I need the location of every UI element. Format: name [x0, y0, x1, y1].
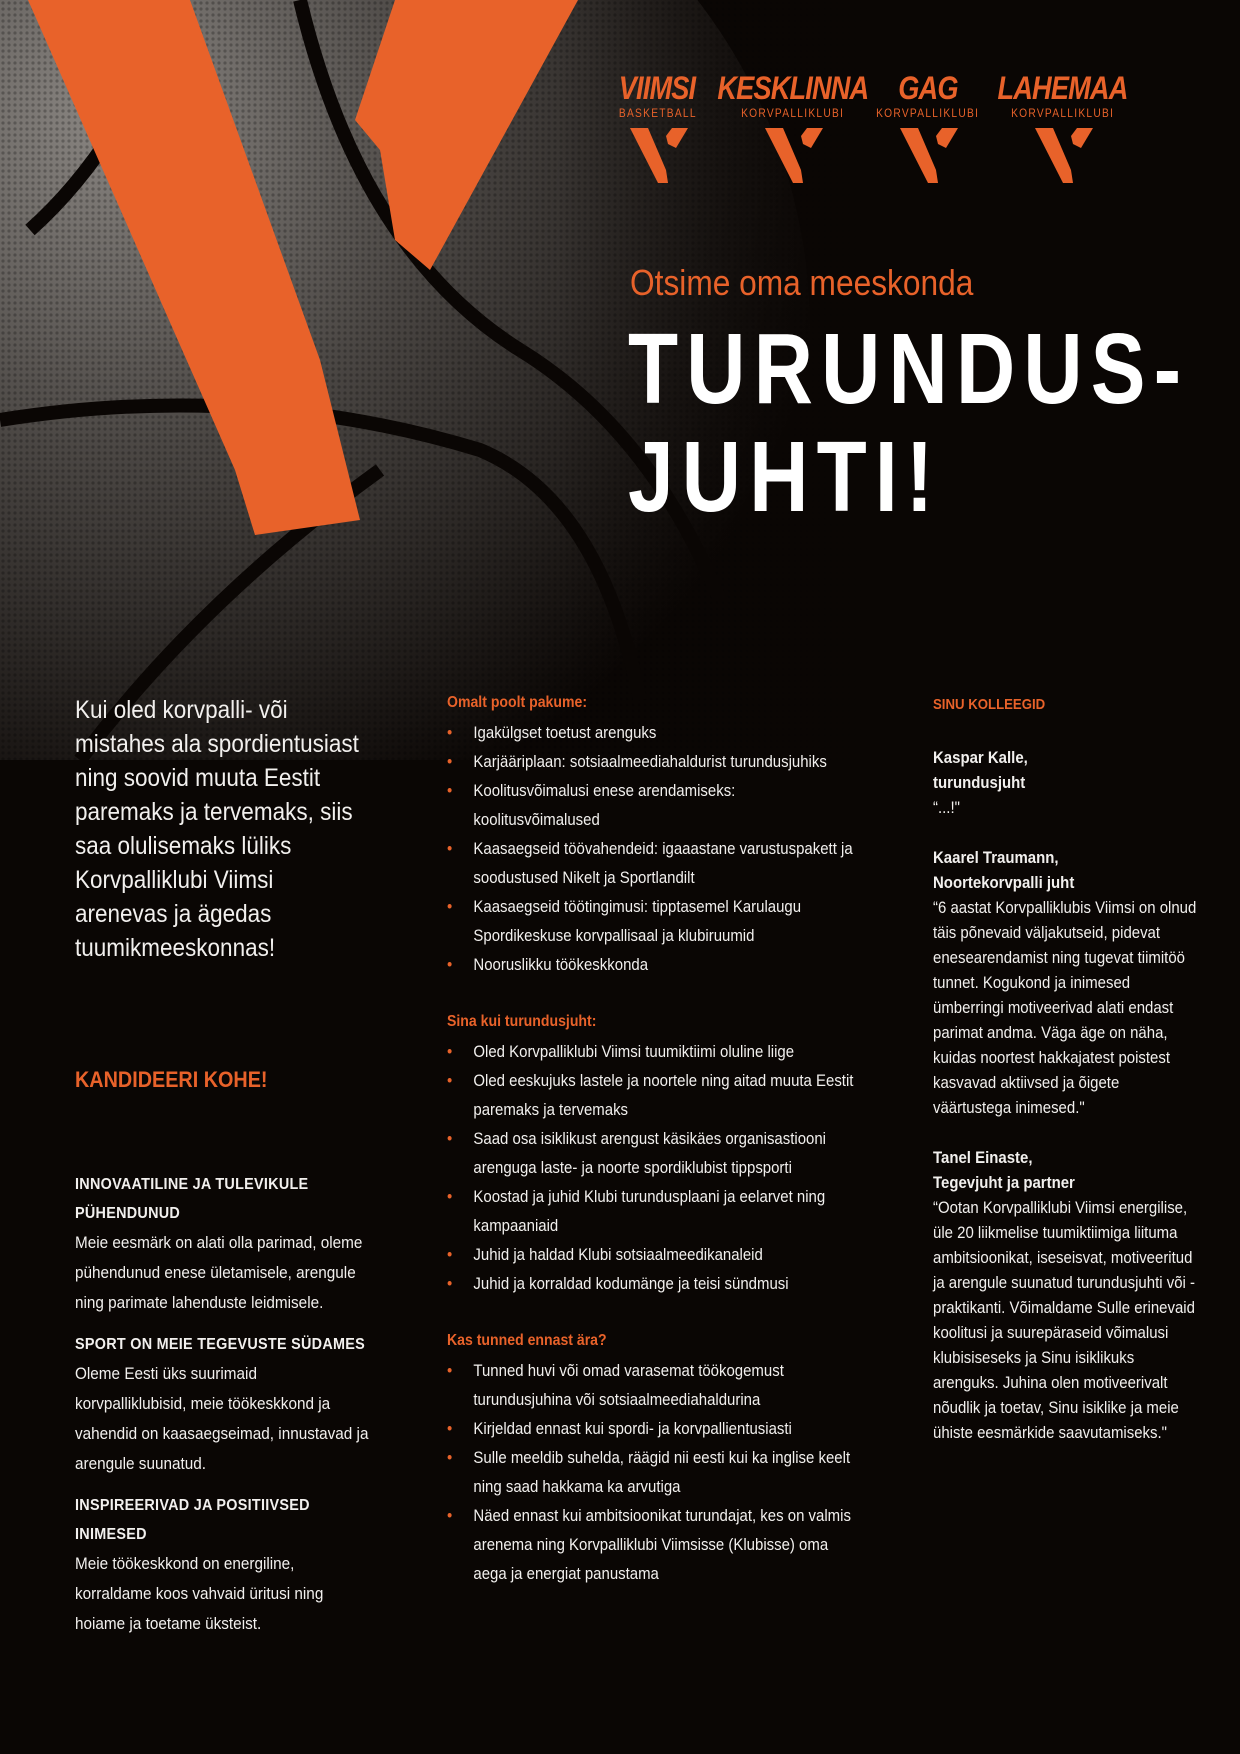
v-icon	[898, 128, 958, 183]
values-list: INNOVAATILINE JA TULEVIKULE PÜHENDUNUD Meie eesmärk on alati olla parimad, oleme pühendunud enese ületamisele, arengule ning parimate lahenduste leidmisele. SPORT ON MEIE TEGEVUSTE SÜDAMES Oleme Eesti üks suurimaid korvpalliklubisid, meie töökeskkond ja vahendid on kaasaegseimad, innustavad ja arengule suunatud. INSPIREERIVAD JA POSITIIVSED INIMESED Meie töökeskkond on energiline, korraldame koos vahvaid üritusi ning hoiame ja toetame üksteist.	[75, 1176, 369, 1633]
club-logo: KESKLINNA KORVPALLIKLUBI	[725, 72, 860, 183]
club-logo: LAHEMAA KORVPALLIKLUBI	[995, 72, 1130, 183]
club-logo: VIIMSI BASKETBALL	[590, 72, 725, 183]
v-icon	[628, 128, 688, 183]
v-icon	[763, 128, 823, 183]
colleague: Kaspar Kalle, turundusjuht “...!"	[933, 748, 1028, 817]
role-list: • Oled Korvpalliklubi Viimsi tuumiktiimi oluline liige • Oled eeskujuks lastele ja noortele ning aitad muuta Eestit paremaks ja tervemaks • Saad osa isiklikust arengust käsikäes organisastiooni arenguga laste- ja noorte spordiklubist tippsporti • Koostad ja juhid Klubi turundusplaani ja eelarvet ning kampaaniaid • Juhid ja haldad Klubi sotsiaalmeedikanaleid • Juhid ja korraldad kodumänge ja teisi sündmusi	[447, 1037, 861, 1298]
page-title: TURUNDUS- JUHTI!	[628, 313, 1190, 533]
colleague: Kaarel Traumann, Noortekorvpalli juht “6 aastat Korvpalliklubis Viimsi on olnud täis põnevaid väljakutseid, pidevat enesearendamist ning tugevat tiimitöö tunnet. Kogukond ja inimesed ümberringi motiveerivad alati endast parimat andma. Väga äge on näha, kuidas noortest hakkajatest poistest kasvavad aktiivsed ja õigete väärtustega inimesed."	[933, 848, 1197, 1117]
intro-text: Kui oled korvpalli- või mistahes ala spordientusiast ning soovid muuta Eestit paremaks ja tervemaks, siis saa olulisemaks lüliks Korvpalliklubi Viimsi arenevas ja ägedas tuumikmeeskonnas!	[75, 696, 359, 962]
subtitle: Otsime oma meeskonda	[630, 262, 974, 303]
v-icon	[1033, 128, 1093, 183]
club-logos	[590, 72, 1130, 183]
club-logo: GAG KORVPALLIKLUBI	[860, 72, 995, 183]
offer-list: • Igakülgset toetust arenguks • Karjääriplaan: sotsiaalmeediahaldurist turundusjuhiks • Koolitusvõimalusi enese arendamiseks: koolitusvõimalused • Kaasaegseid töövahendeid: igaaastane varustuspakett ja soodustused Nikelt ja Sportlandilt • Kaasaegseid töötingimusi: tipptasemel Karulaugu Spordikeskuse korvpallisaal ja klubiruumid • Nooruslikku töökeskkonda	[447, 718, 861, 979]
colleagues: SINU KOLLEEGID Kaspar Kalle, turundusjuht “...!" Kaarel Traumann, Noortekorvpalli juht “6 aastat Korvpalliklubis Viimsi on olnud täis põnevaid väljakutseid, pidevat enesearendamist ning tugevat tiimitöö tunnet. Kogukond ja inimesed ümberringi motiveerivad alati endast parimat andma. Väga äge on näha, kuidas noortest hakkajatest poistest kasvavad aktiivsed ja õigete väärtustega inimesed." Tanel Einaste, Tegevjuht ja partner “Ootan Korvpalliklubi Viimsi energilise, üle 20 liikmelise tuumiktiimiga liituma ambitsioonikat, iseseisvat, motiveeritud ja arengule suunatud turundusjuhti või -praktikanti. Võimaldame Sulle erinevaid koolitusi ja suurepäraseid võimalusi klubisiseseks ja Sinu isiklikuks arenguks. Juhina olen motiveerivalt nõudlik ja toetav, Sinu isiklike ja meie ühiste eesmärkide saavutamiseks."	[933, 692, 1197, 1470]
job-details: Omalt poolt pakume: • Igakülgset toetust arenguks • Karjääriplaan: sotsiaalmeediahaldurist turundusjuhiks • Koolitusvõimalusi enese arendamiseks: koolitusvõimalused • Kaasaegseid töövahendeid: igaaastane varustuspakett ja soodustused Nikelt ja Sportlandilt • Kaasaegseid töötingimusi: tipptasemel Karulaugu Spordikeskuse korvpallisaal ja klubiruumid • Nooruslikku töökeskkonda Sina kui turundusjuht: • Oled Korvpalliklubi Viimsi tuumiktiimi oluline liige • Oled eeskujuks lastele ja noortele ning aitad muuta Eestit paremaks ja tervemaks • Saad osa isiklikust arengust käsikäes organisastiooni arenguga laste- ja noorte spordiklubist tippsporti • Koostad ja juhid Klubi turundusplaani ja eelarvet ning kampaaniaid • Juhid ja haldad Klubi sotsiaalmeedikanaleid • Juhid ja korraldad kodumänge ja teisi sündmusi Kas tunned ennast ära? • Tunned huvi või omad varasemat töökogemust turundusjuhina või sotsiaalmeediahaldurina • Kirjeldad ennast kui spordi- ja korvpallientusiasti • Sulle meeldib suhelda, räägid nii eesti kui ka inglise keelt ning saad hakkama ka arvutiga • Näed ennast kui ambitsioonikat turundajat, kes on valmis arenema ning Korvpalliklubi Viimsisse (Klubisse) oma aega ja energiat panustama	[447, 692, 861, 1620]
apply-link[interactable]: KANDIDEERI KOHE!	[75, 1067, 268, 1092]
colleague: Tanel Einaste, Tegevjuht ja partner “Ootan Korvpalliklubi Viimsi energilise, üle 20 liikmelise tuumiktiimiga liituma ambitsioonikat, iseseisvat, motiveeritud ja arengule suunatud turundusjuhti või -praktikanti. Võimaldame Sulle erinevaid koolitusi ja suurepäraseid võimalusi klubisiseseks ja Sinu isiklikuks arenguks. Juhina olen motiveerivalt nõudlik ja toetav, Sinu isiklike ja meie ühiste eesmärkide saavutamiseks."	[933, 1148, 1195, 1442]
requirements-list: • Tunned huvi või omad varasemat töökogemust turundusjuhina või sotsiaalmeediahaldurina • Kirjeldad ennast kui spordi- ja korvpallientusiasti • Sulle meeldib suhelda, räägid nii eesti kui ka inglise keelt ning saad hakkama ka arvutiga • Näed ennast kui ambitsioonikat turundajat, kes on valmis arenema ning Korvpalliklubi Viimsisse (Klubisse) oma aega ja energiat panustama	[447, 1356, 861, 1588]
